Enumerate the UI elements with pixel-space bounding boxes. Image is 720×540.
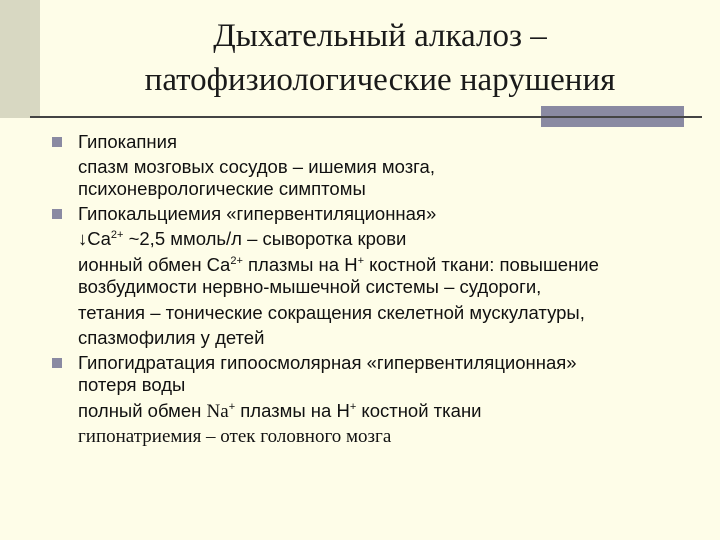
text-run: плазмы на H — [242, 253, 358, 275]
text-run: костной ткани: повышение — [364, 253, 599, 275]
list-item-hypocalcemia — [46, 203, 716, 226]
item-detail — [46, 254, 716, 277]
item-heading: Гипокапния — [78, 131, 177, 152]
item-detail — [46, 400, 716, 424]
item-detail: спазм мозговых сосудов – ишемия мозга, — [78, 155, 435, 177]
text-run: ионный обмен Ca — [78, 253, 231, 275]
text-run: полный обмен — [78, 399, 207, 421]
square-bullet-icon — [52, 209, 62, 219]
slide-body — [46, 131, 716, 449]
slide-title — [100, 14, 660, 102]
item-detail: тетания – тонические сокращения скелетной мускулатуры, — [78, 301, 585, 323]
slide-title-line-1: Дыхательный алкалоз – — [213, 18, 547, 54]
item-detail: потеря воды — [78, 374, 186, 395]
item-heading: Гипокальциемия «гипервентиляционная» — [78, 202, 437, 224]
item-detail: спазмофилия у детей — [78, 327, 265, 348]
text-run: плазмы на H — [235, 399, 350, 421]
text-run: Na — [206, 400, 229, 422]
superscript: + — [349, 400, 357, 413]
square-bullet-icon — [52, 358, 62, 368]
title-divider — [30, 116, 702, 118]
superscript: + — [228, 400, 236, 413]
superscript: + — [357, 254, 364, 267]
decorative-left-bar — [0, 0, 40, 118]
item-detail: гипонатриемия – отек головного мозга — [78, 426, 392, 447]
list-item-hypohydration — [46, 352, 716, 375]
list-item-hypocapnia — [46, 131, 716, 154]
superscript: 2+ — [230, 254, 243, 267]
square-bullet-icon — [52, 137, 62, 147]
slide-title-line-2: патофизиологические нарушения — [144, 62, 616, 98]
superscript: 2+ — [110, 229, 124, 241]
item-detail — [46, 228, 716, 251]
item-detail: возбудимости нервно-мышечной системы – судороги, — [78, 276, 542, 297]
item-heading: Гипогидратация гипоосмолярная «гипервентиляционная» — [78, 351, 577, 373]
text-run: ~2,5 ммоль/л – сыворотка крови — [123, 228, 407, 249]
text-run: ↓Ca — [78, 228, 111, 249]
text-run: костной ткани — [356, 399, 482, 421]
item-detail: психоневрологические симптомы — [78, 178, 366, 199]
